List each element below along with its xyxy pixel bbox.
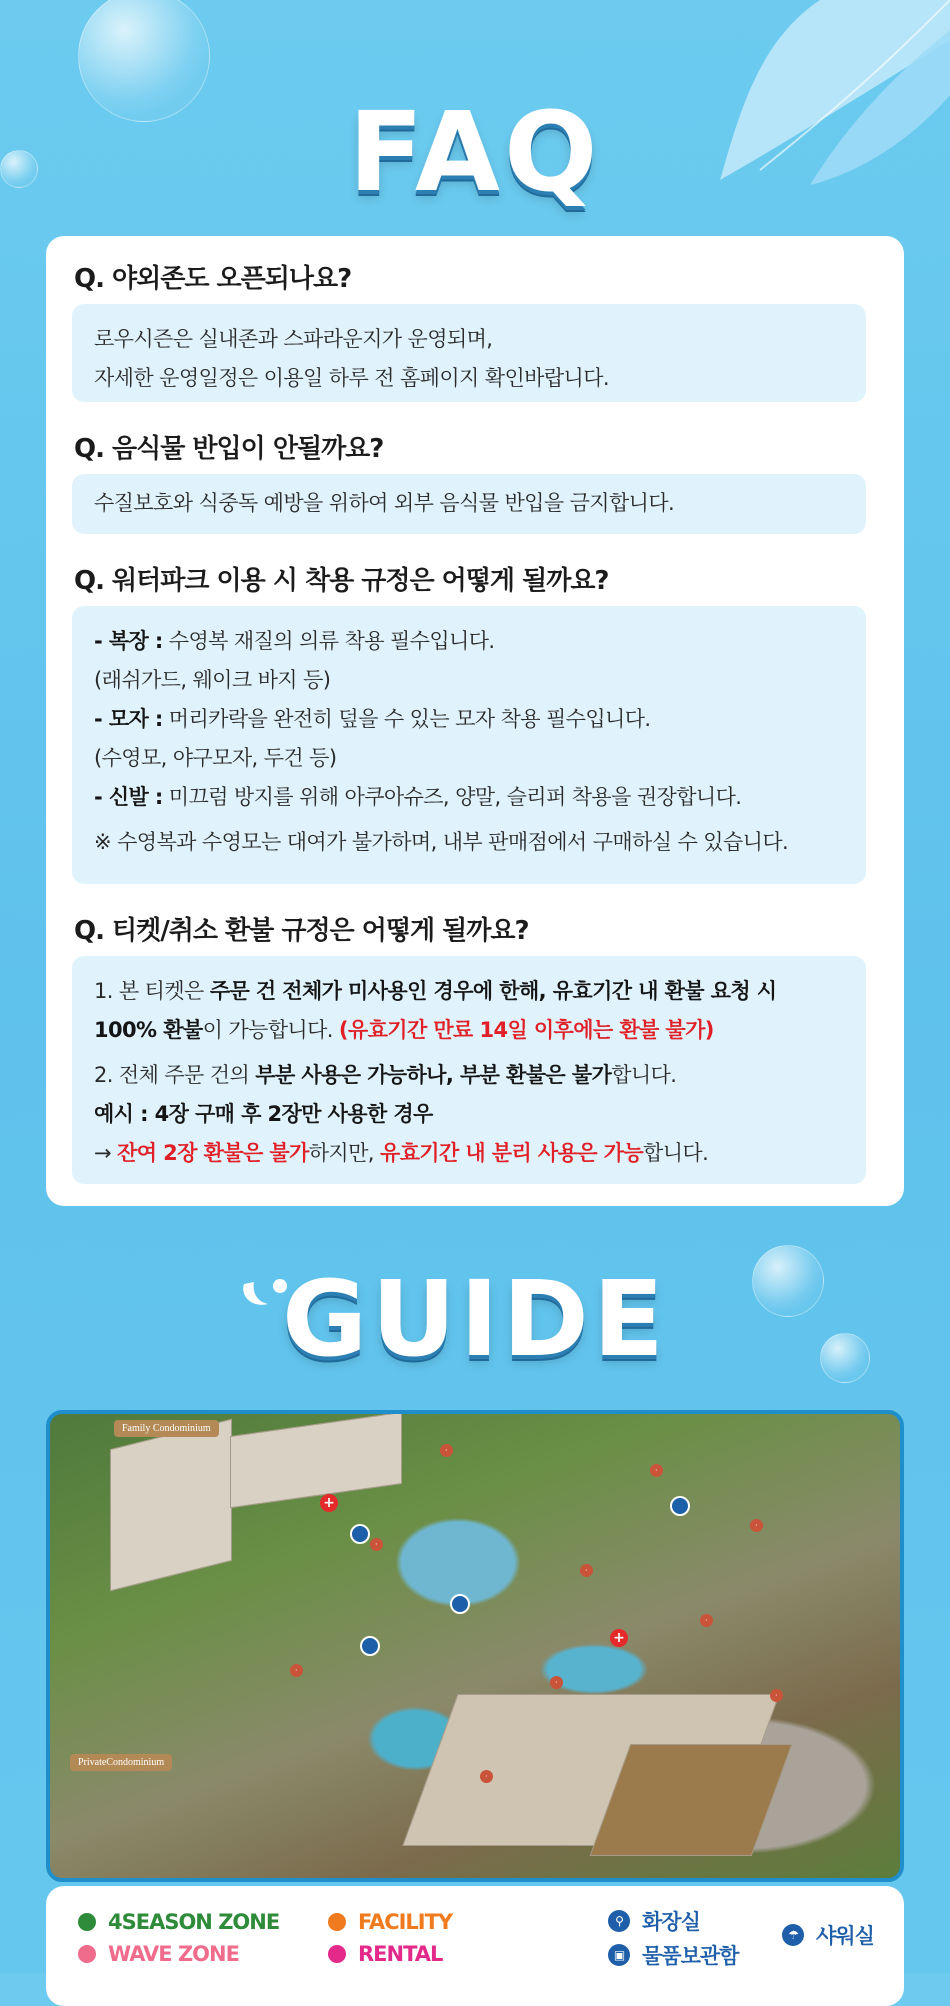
map-tag: · xyxy=(440,1444,453,1457)
map-tag: · xyxy=(770,1689,783,1702)
rule-text: 수영복 재질의 의류 착용 필수입니다. xyxy=(162,629,495,653)
rule-label: - 모자 : xyxy=(94,707,163,731)
legend-label: 물품보관함 xyxy=(642,1944,739,1968)
refund-text: → xyxy=(94,1141,118,1165)
rule-line xyxy=(94,778,844,817)
map-tag: · xyxy=(370,1538,383,1551)
faq-question-4: Q. 티켓/취소 환불 규정은 어떻게 될까요? xyxy=(74,916,529,946)
rule-text: 머리카락을 완전히 덮을 수 있는 모자 착용 필수입니다. xyxy=(162,707,651,731)
rule-line xyxy=(94,661,844,700)
legend-restroom xyxy=(608,1906,700,1936)
faq-answer-1 xyxy=(72,304,866,402)
legend-facility xyxy=(328,1910,452,1934)
map-tag: · xyxy=(750,1519,763,1532)
rule-text: (래쉬가드, 웨이크 바지 등) xyxy=(94,668,331,692)
refund-line-1 xyxy=(94,972,844,1011)
locker-icon: ▣ xyxy=(608,1944,630,1966)
legend-label: 화장실 xyxy=(642,1910,700,1934)
refund-warning: 유효기간 내 분리 사용은 가능 xyxy=(379,1141,644,1165)
rule-text: 미끄럼 방지를 위해 아쿠아슈즈, 양말, 슬리퍼 착용을 권장합니다. xyxy=(162,785,742,809)
faq-answer-3 xyxy=(72,606,866,884)
map-tag: · xyxy=(480,1770,493,1783)
map-building xyxy=(230,1412,402,1508)
legend-label: WAVE ZONE xyxy=(108,1942,239,1966)
legend-label: FACILITY xyxy=(358,1910,453,1934)
first-aid-icon: + xyxy=(320,1494,338,1512)
refund-text: 합니다. xyxy=(643,1141,709,1165)
refund-line-3 xyxy=(94,1056,844,1095)
faq-question-2: Q. 음식물 반입이 안될까요? xyxy=(74,434,384,464)
legend-label: 4SEASON ZONE xyxy=(108,1910,280,1934)
rule-line xyxy=(94,622,844,661)
legend-4season-zone xyxy=(78,1910,279,1934)
legend-rental xyxy=(328,1942,442,1966)
facility-icon xyxy=(350,1524,370,1544)
map-label-private-condominium: PrivateCondominium xyxy=(70,1754,172,1771)
legend-shower xyxy=(782,1920,874,1950)
refund-text: 1. 본 티켓은 xyxy=(94,979,210,1003)
restroom-icon: ⚲ xyxy=(608,1910,630,1932)
map-tag: · xyxy=(290,1664,303,1677)
refund-text-bold: 부분 사용은 가능하나, 부분 환불은 불가 xyxy=(255,1063,612,1087)
refund-example: 예시 : 4장 구매 후 2장만 사용한 경우 xyxy=(94,1102,433,1126)
map-building xyxy=(110,1419,232,1591)
facility-icon xyxy=(670,1496,690,1516)
refund-warning: (유효기간 만료 14일 이후에는 환불 불가) xyxy=(338,1018,714,1042)
legend-dot xyxy=(78,1945,96,1963)
legend-label: RENTAL xyxy=(358,1942,443,1966)
rule-line xyxy=(94,700,844,739)
legend-dot xyxy=(328,1913,346,1931)
legend-locker xyxy=(608,1940,738,1970)
legend-dot xyxy=(328,1945,346,1963)
guide-title: GUIDE xyxy=(282,1258,668,1380)
faq-question-1: Q. 야외존도 오픈되나요? xyxy=(74,264,352,294)
refund-text: 합니다. xyxy=(611,1063,677,1087)
map-tag: · xyxy=(650,1464,663,1477)
waterpark-map xyxy=(46,1410,904,1882)
facility-icon xyxy=(360,1636,380,1656)
facility-icon xyxy=(450,1594,470,1614)
refund-line-2 xyxy=(94,1011,844,1050)
faq-title: FAQ xyxy=(348,88,602,216)
faq-answer-2 xyxy=(72,474,866,534)
refund-text-bold: 주문 건 전체가 미사용인 경우에 한해, 유효기간 내 환불 요청 시 xyxy=(209,979,777,1003)
map-tag: · xyxy=(550,1676,563,1689)
shower-icon: ☂ xyxy=(782,1924,804,1946)
refund-text: 이 가능합니다. xyxy=(202,1018,339,1042)
map-legend xyxy=(46,1886,904,2006)
answer-line: 로우시즌은 실내존과 스파라운지가 운영되며, xyxy=(94,327,493,351)
map-label-family-condominium: Family Condominium xyxy=(114,1420,219,1437)
refund-text: 2. 전체 주문 건의 xyxy=(94,1063,256,1087)
first-aid-icon: + xyxy=(610,1629,628,1647)
rule-label: - 복장 : xyxy=(94,629,163,653)
answer-line: 자세한 운영일정은 이용일 하루 전 홈페이지 확인바랍니다. xyxy=(94,366,609,390)
faq-question-3: Q. 워터파크 이용 시 착용 규정은 어떻게 될까요? xyxy=(74,566,609,596)
answer-line: 수질보호와 식중독 예방을 위하여 외부 음식물 반입을 금지합니다. xyxy=(94,491,675,515)
refund-line-5 xyxy=(94,1134,844,1173)
refund-warning: 잔여 2장 환불은 불가 xyxy=(117,1141,309,1165)
legend-dot xyxy=(78,1913,96,1931)
legend-wave-zone xyxy=(78,1942,239,1966)
legend-label: 샤워실 xyxy=(816,1924,874,1948)
refund-text: 하지만, xyxy=(308,1141,380,1165)
refund-text-bold: 100% 환불 xyxy=(94,1018,203,1042)
rule-label: - 신발 : xyxy=(94,785,163,809)
rule-text: (수영모, 야구모자, 두건 등) xyxy=(94,746,337,770)
map-tag: · xyxy=(700,1614,713,1627)
rule-line xyxy=(94,739,844,778)
faq-answer-4 xyxy=(72,956,866,1184)
rule-note: ※ 수영복과 수영모는 대여가 불가하며, 내부 판매점에서 구매하실 수 있습니다. xyxy=(94,830,789,854)
map-tag: · xyxy=(580,1564,593,1577)
